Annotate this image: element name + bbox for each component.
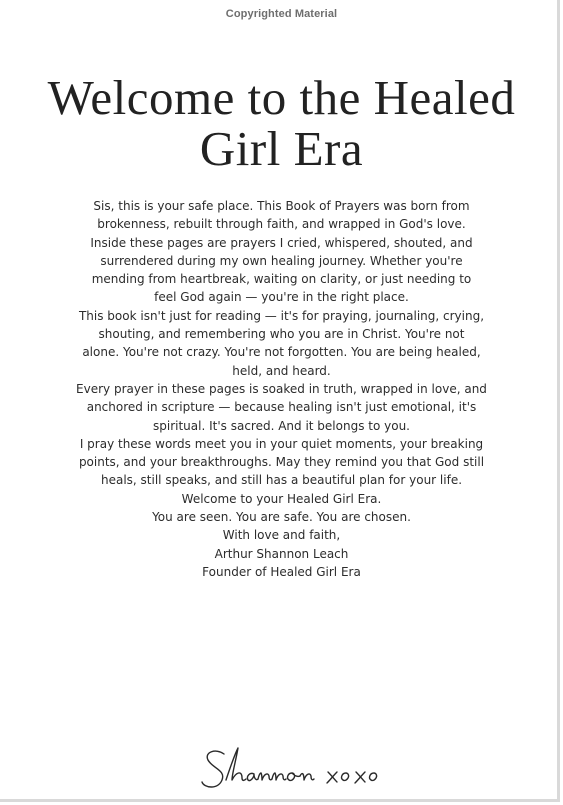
body-line: mending from heartbreak, waiting on clarity, or just needing to xyxy=(91,272,472,287)
body-line: points, and your breakthroughs. May they remind you that God still xyxy=(78,455,485,470)
body-line: brokenness, rebuilt through faith, and wrapped in God's love. xyxy=(97,217,466,232)
body-paragraph xyxy=(40,307,523,380)
body-paragraph xyxy=(40,490,523,508)
body-line: surrendered during my own healing journey. Whether you're xyxy=(100,253,463,268)
page-title xyxy=(0,72,563,174)
body-line: anchored in scripture — because healing isn't just emotional, it's xyxy=(86,400,477,415)
letter-body xyxy=(40,197,523,581)
body-line: heals, still speaks, and still has a beautiful plan for your life. xyxy=(100,473,463,488)
body-line: Welcome to your Healed Girl Era. xyxy=(181,491,382,506)
body-line: alone. You're not crazy. You're not forgotten. You are being healed, xyxy=(82,345,481,360)
body-line: shouting, and remembering who you are in Christ. You're not xyxy=(98,327,465,342)
body-line: This book isn't just for reading — it's for praying, journaling, crying, xyxy=(78,308,485,323)
body-paragraph xyxy=(40,380,523,435)
body-line: spiritual. It's sacred. And it belongs to you. xyxy=(153,418,410,433)
body-line: I pray these words meet you in your quiet moments, your breaking xyxy=(79,436,484,451)
copyright-notice: Copyrighted Material xyxy=(225,8,338,20)
body-line: held, and heard. xyxy=(232,363,331,378)
body-line: feel God again — you're in the right place. xyxy=(154,290,409,305)
body-paragraph xyxy=(40,508,523,526)
title-line-2: Girl Era xyxy=(199,121,364,176)
body-line: You are seen. You are safe. You are chosen. xyxy=(152,510,411,525)
body-paragraph xyxy=(40,197,523,307)
body-paragraph xyxy=(40,526,523,544)
body-line: Arthur Shannon Leach xyxy=(214,546,349,561)
body-paragraph xyxy=(40,435,523,490)
body-line: With love and faith, xyxy=(222,528,341,543)
signature-image xyxy=(196,740,396,800)
body-line: Inside these pages are prayers I cried, whispered, shouted, and xyxy=(90,235,473,250)
body-line: Sis, this is your safe place. This Book of Prayers was born from xyxy=(93,199,470,213)
body-line: Founder of Healed Girl Era xyxy=(202,564,361,579)
body-paragraph xyxy=(40,563,523,581)
title-line-1: Welcome to the Healed xyxy=(47,70,516,125)
body-line: Every prayer in these pages is soaked in truth, wrapped in love, and xyxy=(76,381,487,396)
body-paragraph xyxy=(40,545,523,563)
